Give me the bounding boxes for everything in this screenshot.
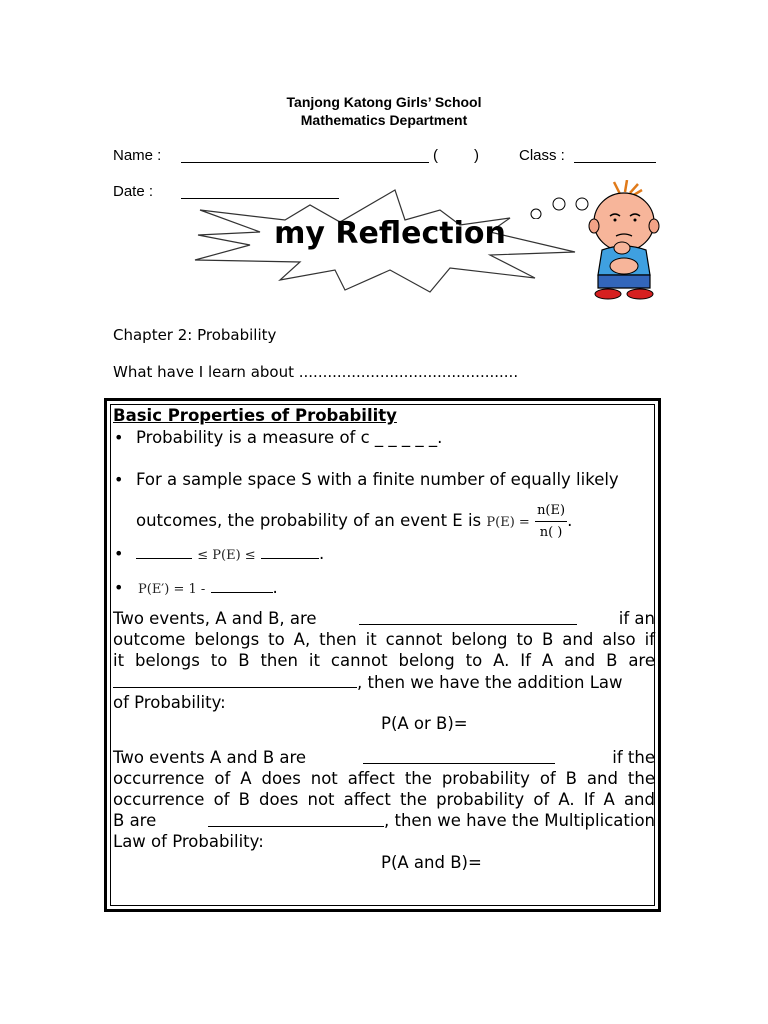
- bullet-dot-icon: •: [114, 544, 124, 563]
- para1-line1-a: Two events, A and B, are: [113, 609, 317, 628]
- para2-line1-a: Two events A and B are: [113, 748, 307, 767]
- banner-title: my Reflection: [274, 216, 506, 251]
- box-heading: Basic Properties of Probability: [113, 406, 397, 425]
- class-label: Class :: [519, 147, 565, 164]
- addition-law-formula: P(A or B)=: [381, 714, 468, 733]
- name-field[interactable]: [181, 148, 429, 163]
- para1-line1-b: if an: [618, 609, 655, 628]
- school-name: Tanjong Katong Girls’ School: [286, 94, 482, 110]
- bullet3-line: ≤ P(E) ≤ .: [136, 543, 324, 566]
- para2-line4-b: , then we have the Multiplication: [384, 811, 655, 830]
- lower-bound-blank[interactable]: [136, 558, 192, 559]
- para2-line4-right: [208, 810, 655, 831]
- bullet-dot-icon: •: [114, 428, 124, 447]
- upper-bound-blank[interactable]: [261, 558, 319, 559]
- para2-line4: [113, 810, 655, 831]
- mutually-exclusive-blank[interactable]: [359, 608, 577, 625]
- para2-line1-b: if the: [612, 748, 655, 767]
- class-field[interactable]: [574, 148, 656, 163]
- para1-line4: [113, 671, 655, 693]
- complement-formula: P(E′) = 1 -: [138, 582, 206, 597]
- para1-line5: of Probability:: [113, 693, 226, 712]
- para2-line2: occurrence of A does not affect the probability of B and the: [113, 769, 655, 788]
- para2-line1: [113, 747, 655, 768]
- chapter-title: Chapter 2: Probability: [113, 326, 277, 344]
- department-name: Mathematics Department: [300, 112, 468, 128]
- bullet-dot-icon: •: [114, 578, 124, 597]
- paren-open: (: [433, 147, 438, 164]
- thinking-kid-icon: [580, 180, 670, 302]
- independent-blank[interactable]: [363, 747, 555, 764]
- multiplication-law-formula: P(A and B)=: [381, 853, 482, 872]
- independent-blank-2[interactable]: [208, 810, 384, 827]
- date-label: Date :: [113, 183, 154, 200]
- fraction-numerator: n(E): [535, 500, 567, 522]
- para1-line3: it belongs to B then it cannot belong to A. If A and B are: [113, 651, 655, 670]
- bullet2-line2: outcomes, the probability of an event E is P(E) = $\frac{n(E)}{n( )}$ .: [136, 500, 572, 543]
- mutually-exclusive-blank-2[interactable]: [113, 671, 357, 688]
- probability-fraction: [535, 500, 567, 543]
- bullet-dot-icon: •: [114, 470, 124, 489]
- name-label: Name :: [113, 147, 162, 164]
- complement-blank[interactable]: [211, 592, 273, 593]
- para1-line2: outcome belongs to A, then it cannot belong to B and also if: [113, 630, 655, 649]
- bullet2-prefix: outcomes, the probability of an event E is: [136, 511, 482, 530]
- learning-prompt: What have I learn about ..............................................: [113, 363, 519, 381]
- fraction-denominator: n( ): [539, 525, 563, 540]
- bullet1-text: Probability is a measure of c _ _ _ _ _.: [136, 428, 443, 447]
- para2-line5: Law of Probability:: [113, 832, 264, 851]
- para1-line4-b: , then we have the addition Law: [357, 673, 623, 692]
- paren-close: ): [474, 147, 479, 164]
- formula-lhs: P(E) =: [486, 515, 530, 530]
- bullet2-line1: For a sample space S with a finite number of equally likely: [136, 470, 619, 489]
- bullet3-inequality: ≤ P(E) ≤: [197, 548, 256, 563]
- para1-line1: [113, 608, 655, 629]
- para2-line4-a: B are: [113, 811, 157, 830]
- para2-line3: occurrence of B does not affect the probability of A. If A and: [113, 790, 655, 809]
- bullet4-line: P(E′) = 1 - .: [138, 578, 278, 597]
